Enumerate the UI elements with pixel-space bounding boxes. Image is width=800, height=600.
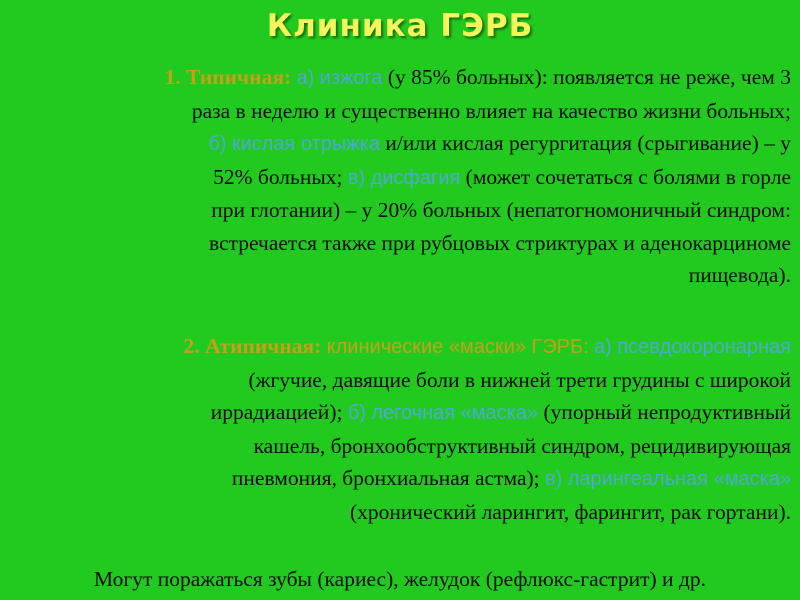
subitem-marker: б) [347, 402, 366, 424]
masks-intro: клинические «маски» ГЭРБ: [326, 336, 589, 358]
text-segment: (у 85% больных): появляется не реже, чем 3 [387, 65, 791, 89]
text-segment: иррадиацией); [210, 400, 343, 424]
text-segment: пневмония, бронхиальная астма); [231, 466, 540, 490]
text-segment: 52% больных; [213, 164, 343, 189]
typical-line-1 [12, 61, 791, 95]
atypical-line-3 [12, 396, 791, 430]
subitem-name: изжога [319, 67, 383, 89]
subitem-name: кислая отрыжка [231, 133, 380, 155]
typical-line-5: при глотании) – у 20% больных (непатогномоничный синдром: [211, 198, 791, 222]
subitem-name: ларингеальная «маска» [567, 468, 791, 490]
item-number: 1. [164, 65, 181, 89]
item-heading: Типичная: [186, 65, 292, 89]
subitem-name: легочная «маска» [371, 402, 539, 424]
subitem-marker: а) [594, 336, 612, 358]
subitem-name: псевдокоронарная [617, 336, 791, 358]
subitem-marker: в) [347, 166, 366, 189]
atypical-line-6: (хронический ларингит, фарингит, рак гортани). [349, 499, 791, 524]
atypical-line-2: (жгучие, давящие боли в нижней трети грудины с широкой [248, 367, 791, 392]
typical-line-3 [12, 127, 791, 161]
subitem-marker: б) [208, 133, 227, 155]
typical-line-4 [12, 161, 791, 195]
item-heading: Атипичная: [205, 334, 322, 358]
text-segment: (упорный непродуктивный [543, 400, 791, 424]
typical-line-7: пищевода). [688, 263, 791, 287]
typical-line-6: встречается также при рубцовых стриктурах и аденокарциноме [209, 230, 791, 255]
typical-section [12, 61, 791, 292]
item-number: 2. [183, 334, 200, 358]
subitem-marker: в) [545, 468, 563, 490]
text-segment: (может сочетаться с болями в горле [465, 164, 791, 189]
footer-note: Могут поражаться зубы (кариес), желудок (рефлюкс-гастрит) и др. [94, 567, 706, 591]
subitem-name: дисфагия [370, 166, 461, 189]
atypical-line-1 [12, 330, 791, 364]
slide-title: Клиника ГЭРБ [266, 8, 534, 44]
subitem-marker: а) [296, 67, 315, 89]
typical-line-2: раза в неделю и существенно влияет на качество жизни больных; [191, 98, 791, 123]
atypical-line-5 [12, 462, 791, 496]
atypical-line-4: кашель, бронхообструктивный синдром, рецидивирующая [253, 433, 791, 458]
text-segment: и/или кислая регургитация (срыгивание) – у [385, 131, 791, 155]
atypical-section [12, 330, 791, 528]
